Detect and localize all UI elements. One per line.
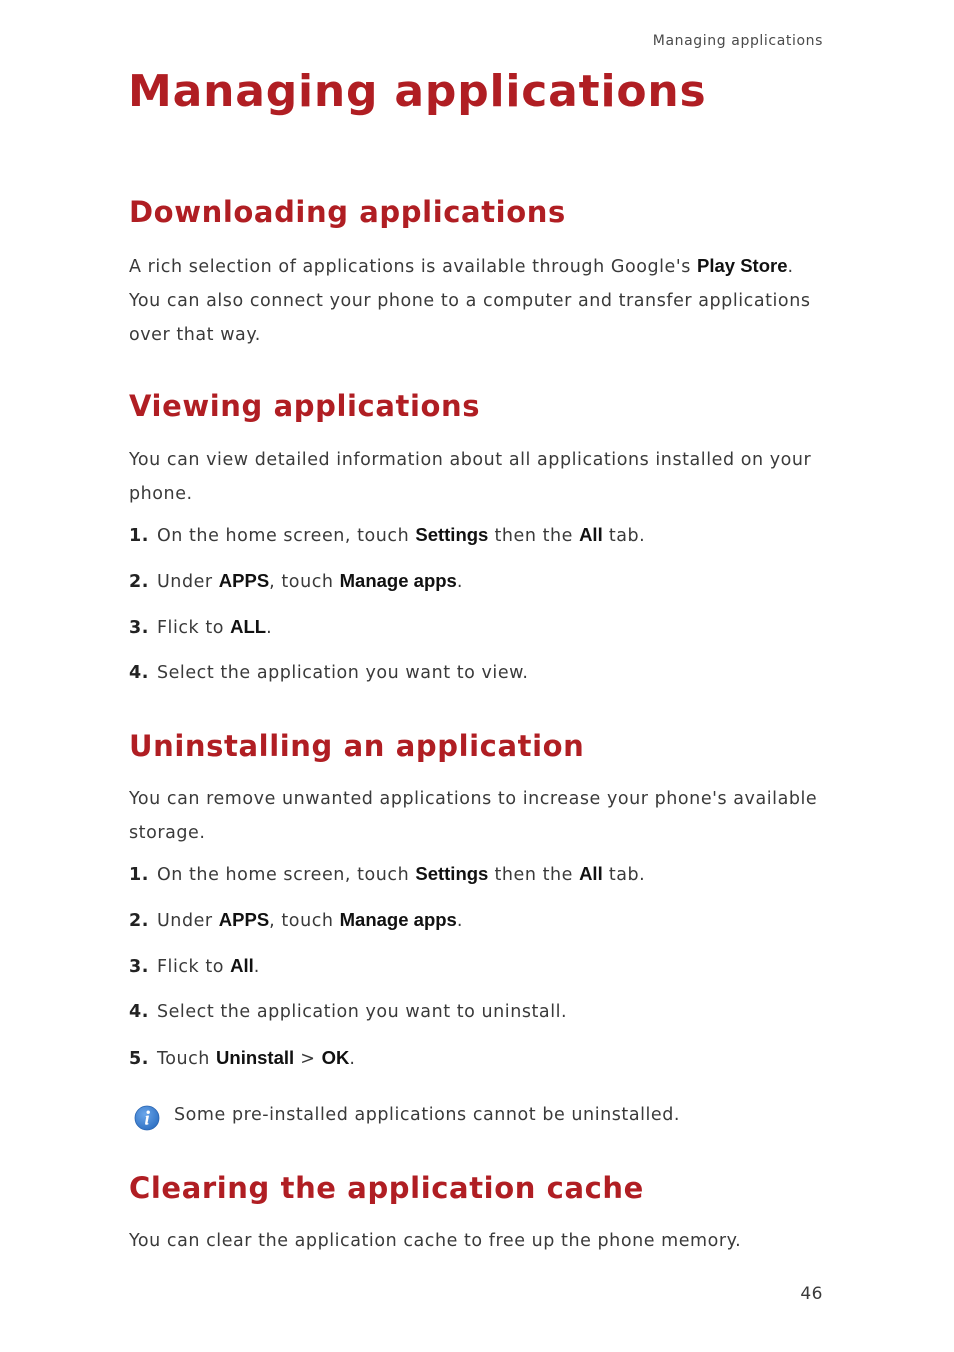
text-run: tab. (602, 526, 646, 546)
page-number: 46 (800, 1284, 823, 1304)
uninstalling-step-5 (129, 1046, 829, 1071)
bold-term: Play Store (697, 255, 788, 276)
note-text: Some pre-installed applications cannot be uninstalled. (174, 1105, 681, 1125)
text-run: A rich selection of applications is available through Google's (129, 257, 697, 277)
step-number: 4. (129, 1002, 149, 1022)
step-number: 3. (129, 618, 149, 638)
text-run: , touch (269, 911, 340, 931)
bold-term: Uninstall (216, 1047, 295, 1068)
text-run: . (349, 1049, 356, 1069)
info-icon (134, 1105, 160, 1131)
step-number: 3. (129, 957, 149, 977)
text-run: . (253, 957, 260, 977)
bold-term: APPS (218, 909, 270, 930)
clearing-intro: You can clear the application cache to free up the phone memory. (129, 1231, 742, 1251)
bold-term: ALL (230, 616, 267, 637)
step-number: 4. (129, 663, 149, 683)
text-run: then the (488, 526, 580, 546)
text-run: then the (488, 865, 580, 885)
uninstalling-step-4 (129, 1000, 829, 1024)
bold-term: APPS (218, 570, 270, 591)
page-title: Managing applications (128, 66, 707, 117)
uninstalling-step-2 (129, 908, 829, 933)
text-run: . You can also connect your phone to a computer and transfer applications over that way. (129, 257, 811, 345)
bold-term: Manage apps (339, 909, 457, 930)
bold-term: Settings (415, 863, 489, 884)
heading-uninstalling: Uninstalling an application (129, 729, 585, 763)
text-run: On the home screen, touch (156, 865, 416, 885)
bold-term: OK (321, 1047, 350, 1068)
viewing-step-2 (129, 569, 829, 594)
text-run: , touch (269, 572, 340, 592)
text-run: Touch (156, 1049, 217, 1069)
uninstalling-intro: You can remove unwanted applications to increase your phone's available storage. (129, 789, 818, 843)
text-run: On the home screen, touch (156, 526, 416, 546)
viewing-step-3 (129, 615, 829, 640)
viewing-intro: You can view detailed information about all applications installed on your phone. (129, 450, 812, 504)
viewing-step-1 (129, 523, 829, 548)
heading-downloading: Downloading applications (129, 195, 566, 229)
text-run: . (456, 572, 463, 592)
text-run: Select the application you want to view. (156, 663, 529, 683)
text-run: . (266, 618, 273, 638)
running-header: Managing applications (652, 33, 823, 49)
bold-term: All (579, 863, 603, 884)
downloading-paragraph (129, 249, 829, 352)
uninstalling-step-3 (129, 954, 829, 979)
heading-clearing: Clearing the application cache (129, 1171, 644, 1205)
text-run: Select the application you want to uninstall. (156, 1002, 568, 1022)
bold-term: Settings (415, 524, 489, 545)
text-run: Under (156, 572, 219, 592)
text-run: . (456, 911, 463, 931)
text-run: Flick to (156, 957, 231, 977)
text-run: Under (156, 911, 219, 931)
heading-viewing: Viewing applications (129, 389, 481, 423)
step-number: 1. (129, 526, 149, 546)
viewing-step-4 (129, 661, 829, 685)
text-run: Flick to (156, 618, 231, 638)
step-number: 2. (129, 572, 149, 592)
text-run: > (294, 1049, 322, 1069)
bold-term: Manage apps (339, 570, 457, 591)
text-run: tab. (602, 865, 646, 885)
uninstalling-step-1 (129, 862, 829, 887)
step-number: 5. (129, 1049, 149, 1069)
bold-term: All (230, 955, 254, 976)
step-number: 2. (129, 911, 149, 931)
step-number: 1. (129, 865, 149, 885)
bold-term: All (579, 524, 603, 545)
